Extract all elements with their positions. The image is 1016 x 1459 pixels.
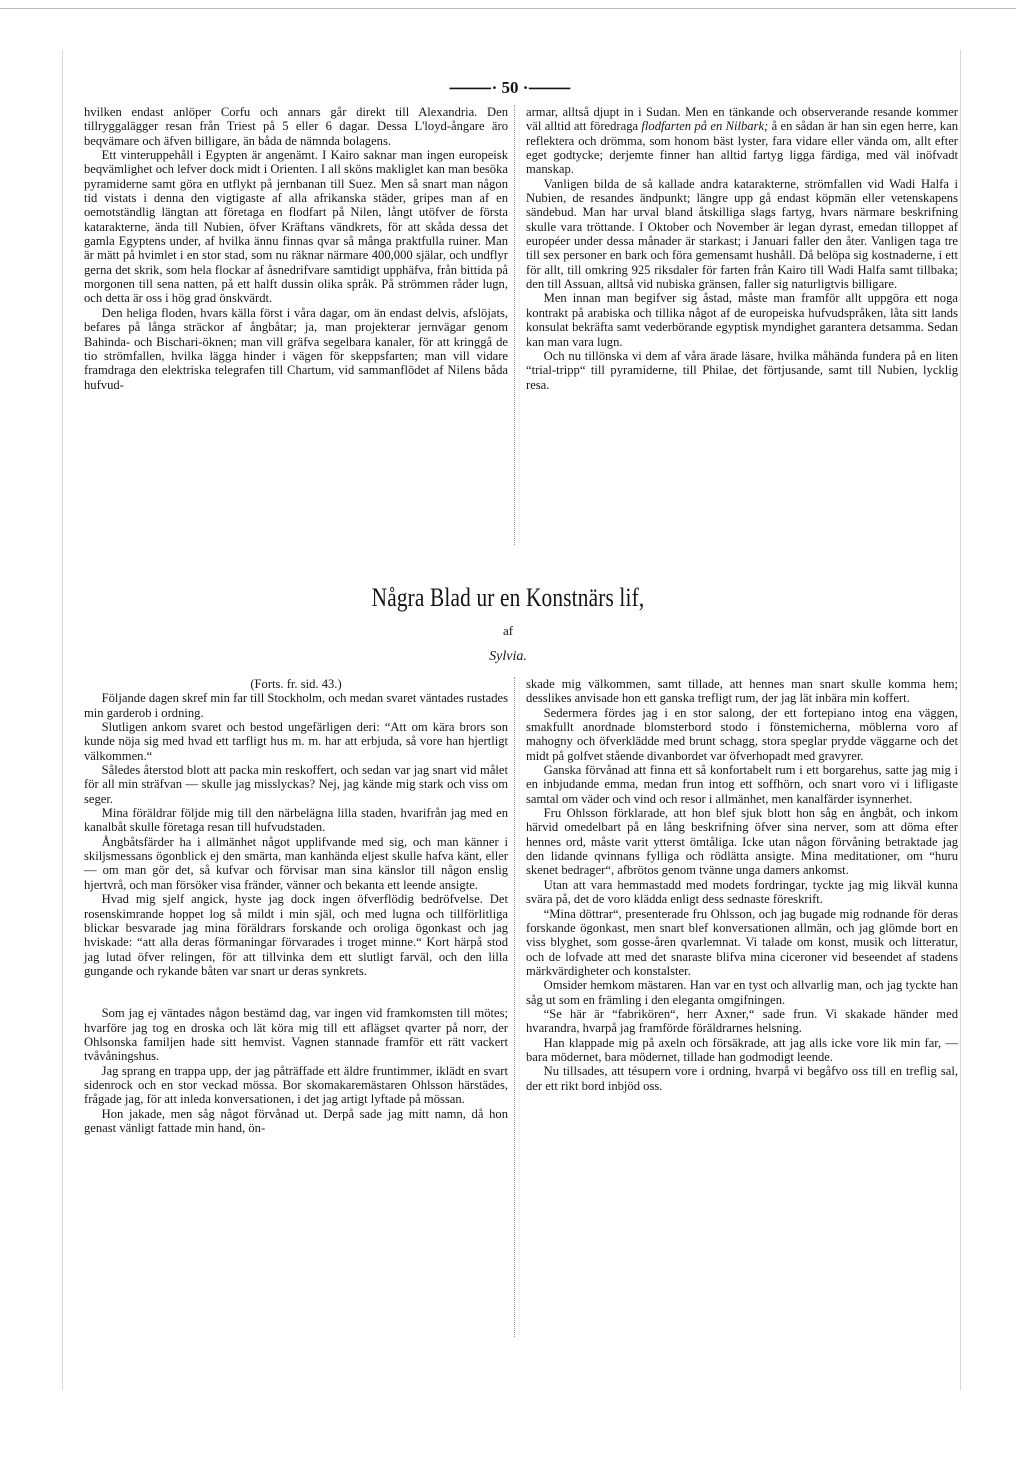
- paragraph: “Mina döttrar“, presenterade fru Ohlsson, och jag bugade mig rodnande för deras forskande ögonkast, men snart blef konversationen allmän, och jag glömde bort en viss blyghet, som gosse-åren qvarlemnat. Vi talade om konst, musik och litteratur, och de lofvade att med det snaraste blifva mina ciceroner vid beseendet af stadens märkvärdigheter och konstalster.: [526, 906, 958, 978]
- paragraph: Hvad mig sjelf angick, hyste jag dock ingen öfverflödig bedröfvelse. Det rosenskimrande hoppet log så mildt i min själ, och med lugna och tillförlitliga blickar besvarade jag mina föräldrars forskande och oroliga ögonkast och jag hviskade: “att alla deras förmaningar förvarades i troget minne.“ Kort härpå stod jag lutad öfver relingen, för att tillvinka dem ett slutligt farväl, och den lilla gungande och rykande båten var snart ur deras synkrets.: [84, 892, 508, 978]
- paragraph: Slutligen ankom svaret och bestod ungefärligen deri: “Att om kära brors son kunde nöja sig med hvad ett tarfligt hus m. m. har att erbjuda, så vore han hjertligt välkommen.“: [84, 720, 508, 763]
- page-number: [440, 73, 580, 98]
- article-title: Några Blad ur en Konstnärs lif,: [371, 583, 645, 612]
- paragraph: Omsider hemkom mästaren. Han var en tyst och allvarlig man, och jag tyckte han såg ut som en främling i den eleganta omgifningen.: [526, 978, 958, 1007]
- paragraph: Hon jakade, men såg något förvånad ut. Derpå sade jag mitt namn, då hon genast vänligt fattade min hand, ön-: [84, 1106, 508, 1135]
- column-divider: [514, 677, 515, 1337]
- article-author: Sylvia.: [489, 649, 527, 664]
- paragraph: Den heliga floden, hvars källa först i våra dagar, om än endast delvis, afslöjats, befares på långa sträckor af ångbåtar; ja, man projekterar jernvägar genom Bahinda- och Bischari-öknen; man vill gräfva segelbara kanaler, för att kringgå de tio strömfallen, hvilka lägga hinder i vägen för skeppsfarten; man vill vidare framdraga den elektriska telegrafen till Chartum, vid sammanflödet af Nilens båda hufvud-: [84, 305, 508, 392]
- bottom-left-column: [84, 677, 508, 1135]
- paragraph: Sedermera fördes jag i en stor salong, der ett fortepiano intog ena väggen, smakfullt anordnade blomsterbord stodo i fönstemicherna, möblerna voro af mahogny och öfverklädde med brunt schagg, stora speglar prydde väggarne och det midt på golfvet stående divanbordet var öfverhopadt med gravyrer.: [526, 705, 958, 763]
- paragraph: Ganska förvånad att finna ett så konfortabelt rum i ett borgarehus, satte jag mig i en inbjudande emma, medan frun intog ett soffhörn, och snart voro vi i lifligaste samtal om väder och vind och resor i allmänhet, men kanalfärder isynnerhet.: [526, 763, 958, 806]
- paragraph-text: armar, alltså djupt in i Sudan. Men en tänkande och observerande resande kommer väl alltid att föredraga: [526, 105, 958, 134]
- emphasis-text: flodfarten på en Nilbark;: [641, 119, 769, 134]
- page-number-value: 50: [501, 78, 519, 97]
- paragraph: Ångbåtsfärder ha i allmänhet något upplifvande med sig, och man känner i skiljsmessans ögonblick ej den smärta, man kanhända eljest skulle hafva känt, eller — om man gör det, så kufvar och förvisar man sina känslor till någon enslig hjertvrå, och man försöker visa fränder, vänner och bekanta ett leende ansigte.: [84, 834, 508, 892]
- continuation-note: (Forts. fr. sid. 43.): [250, 677, 342, 691]
- right-edge: [960, 50, 961, 1390]
- paragraph: hvilken endast anlöper Corfu och annars går direkt till Alexandria. Den tillryggalägger resan från Triest på 5 eller 6 dagar. Dessa L'loyd-ångare äro beqvämare och äfven billigare, än båda de nämnda bolagens.: [84, 105, 508, 148]
- paragraph: Jag sprang en trappa upp, der jag påträffade ett äldre fruntimmer, iklädt en svart sidenrock och en stor veckad mössa. Bor skomakaremästaren Ohlsson härstädes, frågade jag, för att inleda konversationen, i det jag artigt lyftade på mössan.: [84, 1063, 508, 1107]
- paragraph: Som jag ej väntades någon bestämd dag, var ingen vid framkomsten till mötes; hvarföre jag tog en droska och lät köra mig till ett aflägset qvarter på norr, der Ohlsonska familjen hade sitt hemvist. Vagnen stannade framför ett rätt vackert tvåvåningshus.: [84, 1006, 508, 1064]
- left-edge: [62, 50, 63, 1390]
- paragraph: [526, 105, 958, 177]
- paragraph: Mina föräldrar följde mig till den närbelägna lilla staden, hvarifrån jag med en kanalbåt skulle företaga resan till hufvudstaden.: [84, 806, 508, 835]
- paragraph: Således återstod blott att packa min reskoffert, och sedan var jag snart vid målet för all min sträfvan — skulle jag misslyckas? Nej, jag kände mig stark och viss om seger.: [84, 763, 508, 806]
- page-number-decor-left: ⸻·: [449, 78, 498, 97]
- paragraph: Och nu tillönska vi dem af våra ärade läsare, hvilka måhända fundera på en liten “trial-tripp“ till pyramiderne, till Philae, det förtjusande, samt till Nubien, lycklig resa.: [526, 348, 958, 392]
- top-left-column: [84, 105, 508, 392]
- paragraph: Utan att vara hemmastadd med modets fordringar, tyckte jag mig likväl kunna svära på, det de voro klädda enligt dess sednaste föreskrift.: [526, 877, 958, 907]
- top-border: [0, 0, 1016, 9]
- paragraph: Fru Ohlsson förklarade, att hon blef sjuk blott hon såg en ångbåt, och inkom härvid omedelbart på en lång beskrifning öfver sina nerver, som att döma efter hennes ord, måste varit ytterst ömtåliga. Icke utan någon förvåning betraktade jag den lidande qvinnans fylliga och rödlätta ansigte. Mina meditationer, om “huru skenet bedrager“, afbrötos genom tvänne unga damers ankomst.: [526, 806, 958, 878]
- section-gap: [84, 978, 508, 1006]
- column-divider: [514, 105, 515, 545]
- paragraph: “Se här är “fabrikören“, herr Axner,“ sade frun. Vi skakade händer med hvarandra, hvarpå jag framförde föräldrarnes helsning.: [526, 1006, 958, 1036]
- paragraph: Följande dagen skref min far till Stockholm, och medan svaret väntades rustades min garderob i ordning.: [84, 691, 509, 720]
- bottom-right-column: [526, 677, 958, 1093]
- paragraph: Ett vinteruppehåll i Egypten är angenämt. I Kairo saknar man ingen europeisk beqvämlighet och lefver dock midt i Orienten. I all sköns makliglet kan man besöka pyramiderne samt göra en utflykt på jernbanan till Suez. Men så snart man någon tid vistats i denna den vigtigaste af alla afrikanska städer, gripes man af en oemotständlig längtan att företaga en flodfart på Nilen, långt utöfver de första katarakterne, ända till Nubien, öfver Kräftans vändkrets, för att skåda dessa det gamla Egyptens under, af hvilka ännu finnas qvar så många praktfulla ruiner. Man är mätt på hvimlet i en stor stad, som nu räknar närmare 400,000 själar, och undflyr gerna det skrik, som hela flockar af åsnedrifvare samtidigt upphäfva, från bittida på morgonen till sena natten, på ett halft dussin olika språk. På strömmen råder lugn, och detta är oss i hög grad önskvärdt.: [84, 148, 508, 306]
- paragraph-text: å en sådan är han sin egen herre, kan reflektera och drömma, som honom bäst lyster, fara vidare eller vända om, allt efter eget godtycke; derjemte finner han alltid fartyg ligga färdiga, med väl inöfvadt manskap.: [526, 119, 958, 177]
- byline-af: af: [502, 623, 514, 638]
- paragraph: Men innan man begifver sig åstad, måste man framför allt uppgöra ett noga kontrakt på arabiska och tillika något af de europeiska hufvudspråken, låta sitt lands konsulat bekräfta samt vederbörande egyptisk myndighet garantera detsamma. Sedan kan man vara lugn.: [526, 291, 958, 349]
- top-right-column: [526, 105, 958, 392]
- paragraph: skade mig välkommen, samt tillade, att hennes man snart skulle komma hem; desslikes anvisade hon ett ganska trefligt rum, der jag lät inbära min koffert.: [526, 677, 958, 706]
- paragraph: Han klappade mig på axeln och försäkrade, att jag alls icke vore lik min far, — bara mödernet, bara mödernet, tillade han godmodigt leende.: [526, 1035, 958, 1064]
- paragraph: Nu tillsades, att tésupern vore i ordning, hvarpå vi begåfvo oss till en treflig sal, der ett rikt bord inbjöd oss.: [526, 1064, 958, 1093]
- paragraph: Vanligen bilda de så kallade andra katarakterne, strömfallen vid Wadi Halfa i Nubien, de resandes ändpunkt; längre upp gå endast köpmän eller vetenskapens sändebud. Man har urval bland åtskilliga slags fartyg, hvars närmare beskrifning skulle vara tröttande. I Oktober och November är legan dyrast, emedan tilloppet af européer under dessa månader är starkast; i Januari faller den åter. Vanligen taga tre till sex personer en bark och föra gemensamt hushåll. Då belöpa sig kostnaderne, i ett för allt, till omkring 925 riksdaler för farten från Kairo till Wadi Halfa samt tillbaka; den till Assuan, alltså vid nubiska gränsen, faller sig naturligtvis billigare.: [526, 176, 958, 292]
- page-number-decor-right: ·⸻: [522, 78, 571, 97]
